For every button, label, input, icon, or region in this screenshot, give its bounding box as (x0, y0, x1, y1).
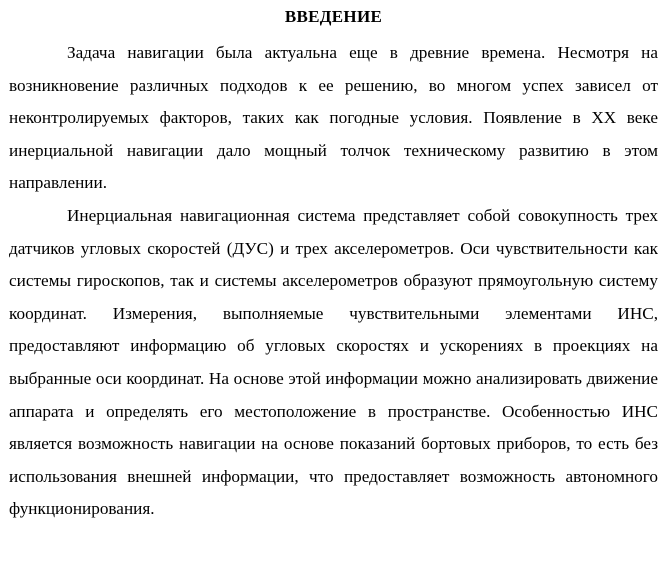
paragraph-1: Задача навигации была актуальна еще в древние времена. Несмотря на возникновение различных подходов к ее решению, во многом успех зависел от неконтролируемых факторов, таких как погодные условия. Появление в XX веке инерциальной навигации дало мощный толчок техническому развитию в этом направлении. (9, 43, 658, 193)
section-title: ВВЕДЕНИЕ (284, 7, 383, 26)
paragraph-2: Инерциальная навигационная система представляет собой совокупность трех датчиков угловых скоростей (ДУС) и трех акселерометров. Оси чувствительности как системы гироскопов, так и системы акселерометров образуют прямоугольную систему координат. Измерения, выполняемые чувствительными элементами ИНС, предоставляют информацию об угловых скоростях и ускорениях в проекциях на выбранные оси координат. На основе этой информации можно анализировать движение аппарата и определять его местоположение в пространстве. Особенностью ИНС является возможность навигации на основе показаний бортовых приборов, то есть без использования внешней информации, что предоставляет возможность автономного функционирования. (9, 205, 658, 519)
